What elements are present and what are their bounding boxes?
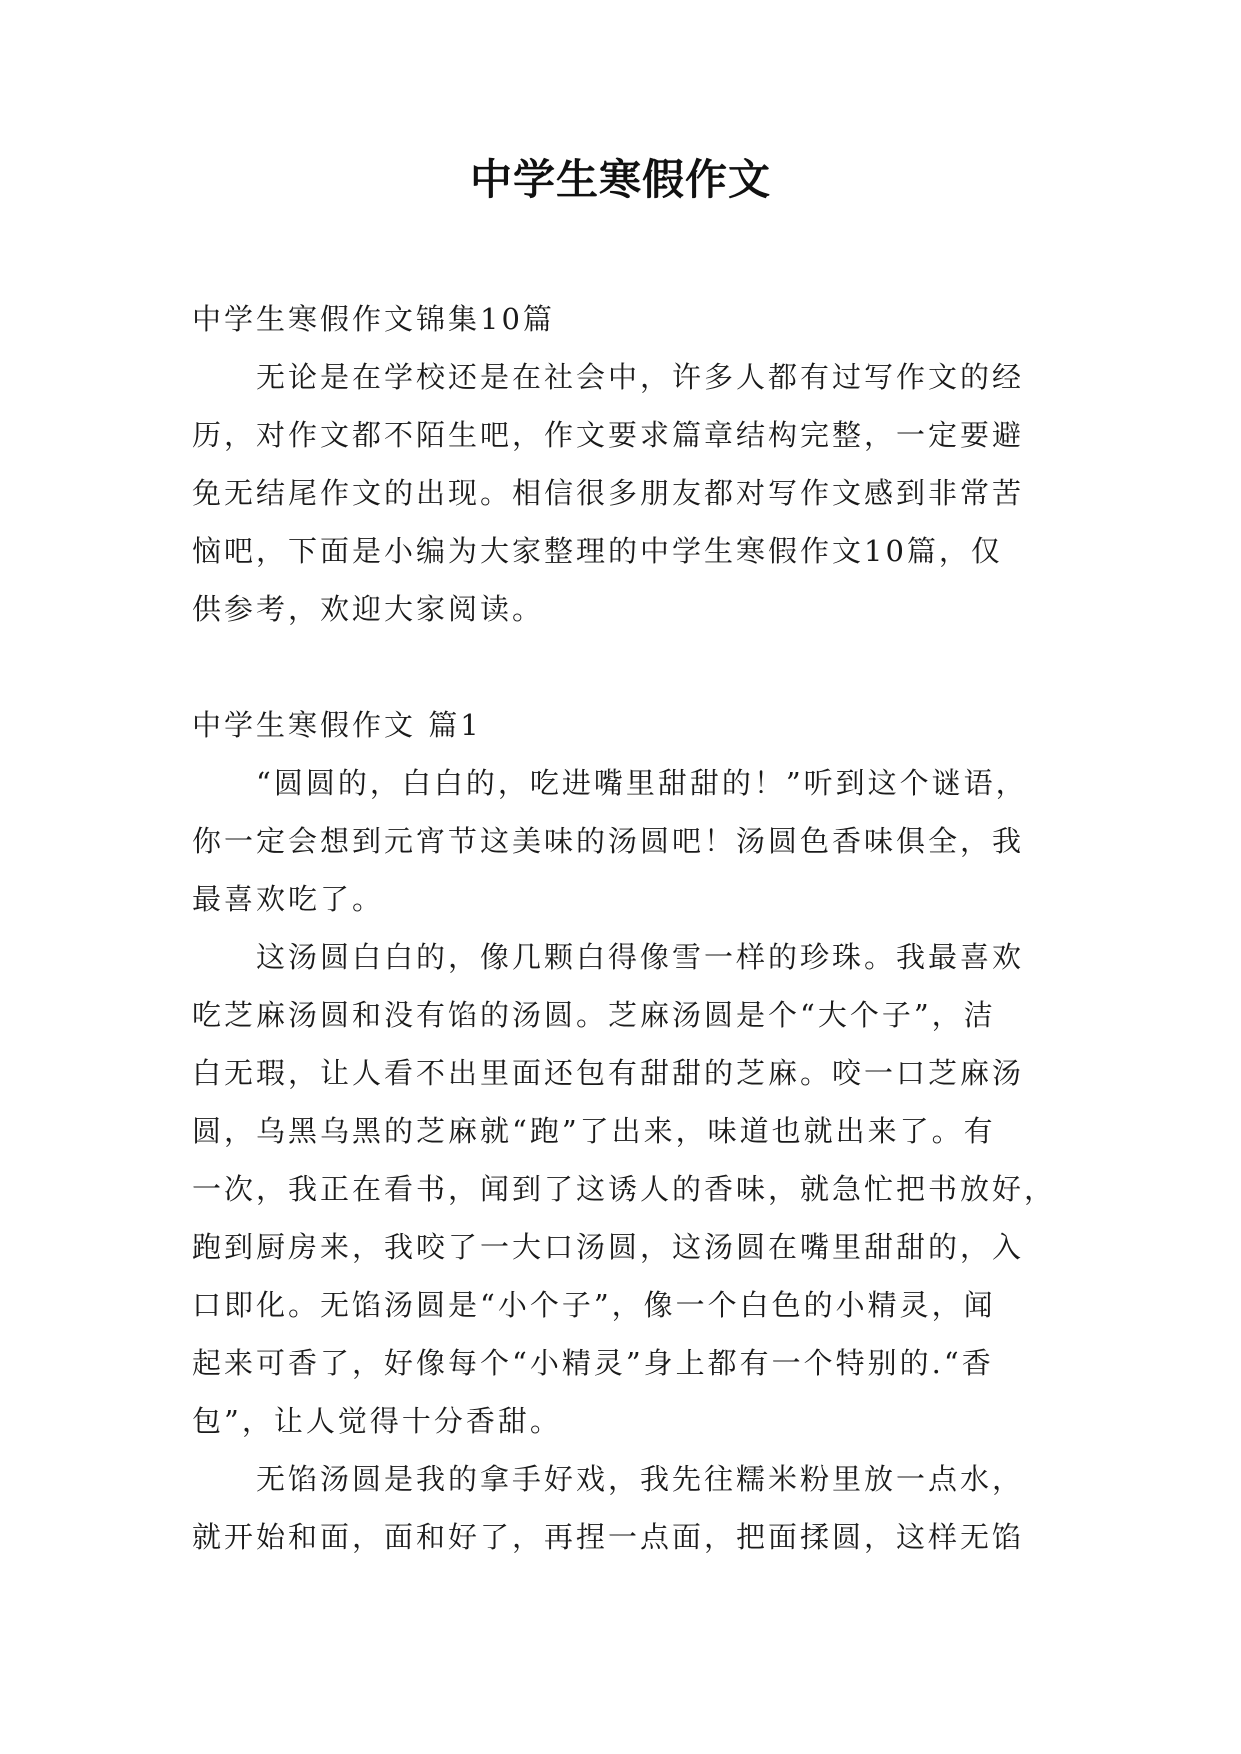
paragraph-line: 起来可香了，好像每个“小精灵”身上都有一个特别的.“香	[192, 1346, 994, 1380]
document-title: 中学生寒假作文	[469, 155, 771, 204]
intro-paragraph	[192, 348, 1052, 638]
paragraph-line: 最喜欢吃了。	[192, 882, 385, 916]
paragraph-line: 无馅汤圆是我的拿手好戏，我先往糯米粉里放一点水，	[256, 1462, 1025, 1496]
paragraph-line: 这汤圆白白的，像几颗白得像雪一样的珍珠。我最喜欢	[256, 940, 1025, 974]
paragraph-line: 恼吧，下面是小编为大家整理的中学生寒假作文10篇，仅	[192, 534, 1003, 568]
paragraph-line: 就开始和面，面和好了，再捏一点面，把面揉圆，这样无馅	[192, 1520, 1025, 1554]
paragraph-line: 吃芝麻汤圆和没有馅的汤圆。芝麻汤圆是个“大个子”，洁	[192, 998, 996, 1032]
paragraph-line: 供参考，欢迎大家阅读。	[192, 592, 545, 626]
paragraph-line: 历，对作文都不陌生吧，作文要求篇章结构完整，一定要避	[192, 418, 1025, 452]
paragraph-line: 你一定会想到元宵节这美味的汤圆吧！汤圆色香味俱全，我	[192, 824, 1025, 858]
paragraph-line: 无论是在学校还是在社会中，许多人都有过写作文的经	[256, 360, 1025, 394]
paragraph-line: 圆，乌黑乌黑的芝麻就“跑”了出来，味道也就出来了。有	[192, 1114, 996, 1148]
paragraph-line: “圆圆的，白白的，吃进嘴里甜甜的！”听到这个谜语，	[256, 766, 1028, 800]
section-spacer	[192, 638, 1052, 696]
collection-subtitle: 中学生寒假作文锦集10篇	[192, 302, 555, 336]
body-paragraph	[192, 928, 1057, 1450]
body-paragraph	[192, 754, 1052, 928]
paragraph-line: 包”，让人觉得十分香甜。	[192, 1404, 562, 1438]
body-paragraph	[192, 1450, 1052, 1566]
paragraph-line: 白无瑕，让人看不出里面还包有甜甜的芝麻。咬一口芝麻汤	[192, 1056, 1025, 1090]
document-body	[192, 290, 1057, 1566]
paragraph-line: 口即化。无馅汤圆是“小个子”，像一个白色的小精灵，闻	[192, 1288, 996, 1322]
paragraph-line: 跑到厨房来，我咬了一大口汤圆，这汤圆在嘴里甜甜的，入	[192, 1230, 1025, 1264]
paragraph-line: 免无结尾作文的出现。相信很多朋友都对写作文感到非常苦	[192, 476, 1025, 510]
section-heading: 中学生寒假作文 篇1	[192, 708, 482, 742]
paragraph-line: 一次，我正在看书，闻到了这诱人的香味，就急忙把书放好，	[192, 1172, 1057, 1206]
